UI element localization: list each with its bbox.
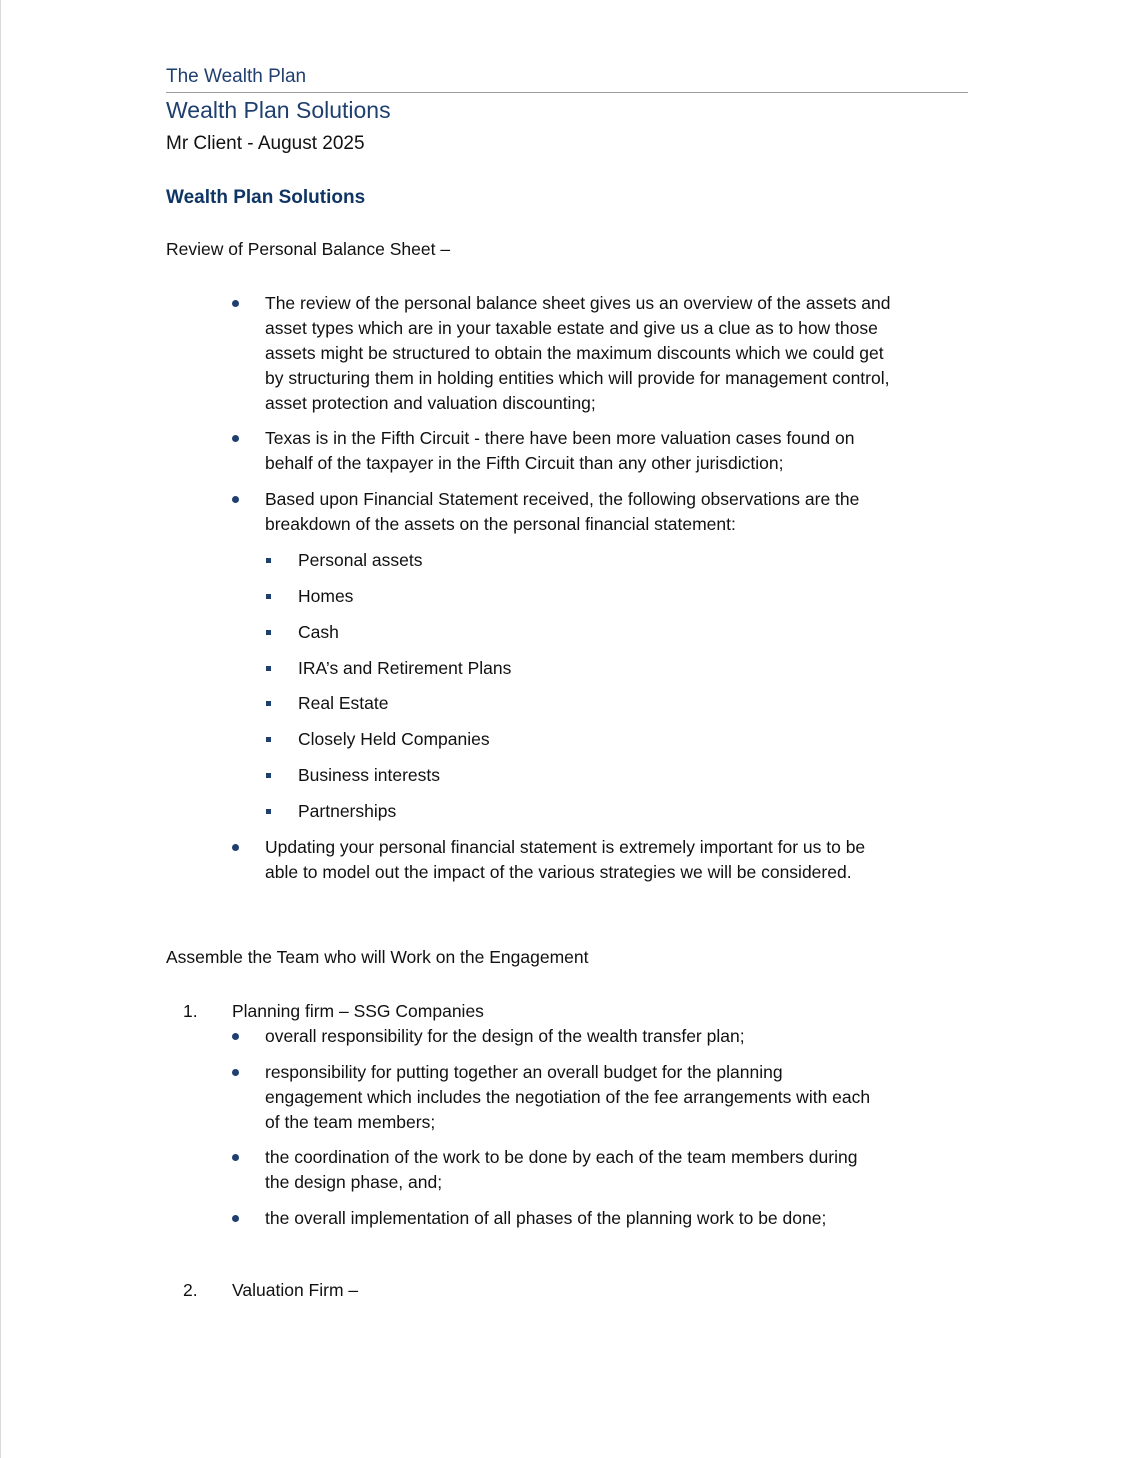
asset-type-item: IRA’s and Retirement Plans bbox=[298, 658, 512, 678]
square-bullet-icon bbox=[266, 773, 271, 778]
section-heading: Wealth Plan Solutions bbox=[166, 187, 366, 208]
bullet-icon bbox=[232, 1033, 239, 1040]
asset-type-item: Closely Held Companies bbox=[298, 729, 490, 749]
bullet-icon bbox=[232, 496, 239, 503]
list-item: responsibility for putting together an overall budget for the planning engagement which includes the negotiation of the fee arrangements with each of the team members; bbox=[265, 1062, 871, 1132]
list-item: overall responsibility for the design of the wealth transfer plan; bbox=[265, 1026, 745, 1046]
square-bullet-icon bbox=[266, 630, 271, 635]
numbered-item-number: 2. bbox=[183, 1280, 198, 1300]
list-item: Updating your personal financial statement is extremely important for us to be able to model out the impact of the various strategies we will be considered. bbox=[265, 837, 866, 882]
list-item: the coordination of the work to be done by each of the team members during the design phase, and; bbox=[265, 1147, 858, 1192]
asset-type-item: Partnerships bbox=[298, 801, 397, 821]
numbered-item-title: Valuation Firm – bbox=[232, 1280, 359, 1300]
balance-sheet-label: Review of Personal Balance Sheet – bbox=[166, 239, 451, 259]
asset-type-item: Cash bbox=[298, 622, 339, 642]
asset-type-item: Business interests bbox=[298, 765, 441, 785]
list-item: Texas is in the Fifth Circuit - there have been more valuation cases found on behalf of the taxpayer in the Fifth Circuit than any other jurisdiction; bbox=[265, 428, 855, 473]
bullet-icon bbox=[232, 300, 239, 307]
square-bullet-icon bbox=[266, 737, 271, 742]
bullet-icon bbox=[232, 1215, 239, 1222]
square-bullet-icon bbox=[266, 701, 271, 706]
square-bullet-icon bbox=[266, 809, 271, 814]
numbered-item-number: 1. bbox=[183, 1001, 198, 1021]
page-left-edge bbox=[0, 0, 1, 1458]
asset-type-item: Personal assets bbox=[298, 550, 423, 570]
square-bullet-icon bbox=[266, 558, 271, 563]
square-bullet-icon bbox=[266, 666, 271, 671]
list-item: Based upon Financial Statement received, the following observations are the breakdown of the assets on the personal financial statement: bbox=[265, 489, 860, 534]
header-rule bbox=[166, 92, 968, 93]
asset-type-item: Real Estate bbox=[298, 693, 389, 713]
document-subtitle: Mr Client - August 2025 bbox=[166, 133, 365, 154]
running-header: The Wealth Plan bbox=[166, 66, 307, 87]
document-title: Wealth Plan Solutions bbox=[166, 97, 391, 123]
bullet-icon bbox=[232, 1069, 239, 1076]
bullet-icon bbox=[232, 1154, 239, 1161]
numbered-item-title: Planning firm – SSG Companies bbox=[232, 1001, 484, 1021]
bullet-icon bbox=[232, 844, 239, 851]
team-section-label: Assemble the Team who will Work on the Engagement bbox=[166, 947, 589, 967]
list-item: the overall implementation of all phases of the planning work to be done; bbox=[265, 1208, 827, 1228]
bullet-icon bbox=[232, 435, 239, 442]
asset-type-item: Homes bbox=[298, 586, 354, 606]
square-bullet-icon bbox=[266, 594, 271, 599]
list-item: The review of the personal balance sheet gives us an overview of the assets and asset types which are in your taxable estate and give us a clue as to how those assets might be structured to obtain the maximum discounts which we could get by structuring them in holding entities which will provide for management control, asset protection and valuation discounting; bbox=[265, 293, 891, 413]
